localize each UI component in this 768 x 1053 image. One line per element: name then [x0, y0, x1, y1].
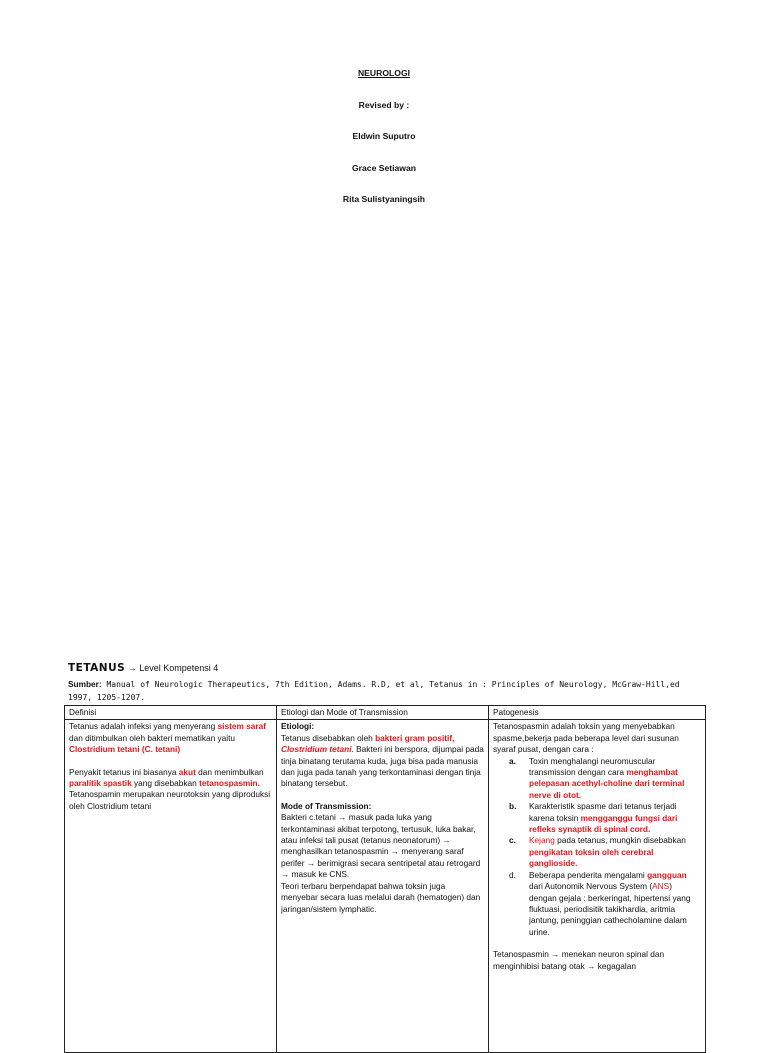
theory-paragraph: Teori terbaru berpendapat bahwa toksin juga menyebar secara luas melalui darah (hematogen) dan jaringan/sistem lymphatic. [281, 880, 481, 914]
text-run: ) dengan gejala : berkeringat, hipertensi yang fluktuasi, periodisitik takikhardia, aritmia jantung, peninggian cathecholamine dalam urine. [529, 881, 691, 937]
text-run: Penyakit tetanus ini biasanya [69, 766, 179, 777]
list-marker: c. [509, 835, 516, 846]
document-title: NEUROLOGI [357, 68, 411, 78]
etiologi-paragraph [281, 733, 484, 790]
text-run: Toxin menghalangi neuromuscular transmission dengan cara [529, 755, 656, 778]
text-run: dari Autonomik Nervous System ( [529, 881, 653, 892]
mode-paragraph: Bakteri c.tetani → masuk pada luka yang terkontaminasi akibat terpotong, tertusuk, luka bakar, atau infeksi tali pusat (tetanus neonatorum) → menghasilkan tetanospasmin → menyerang saraf perifer → berimigrasi secara sentripetal atau retrogard → masuk ke CNS. [281, 812, 481, 880]
highlight-term: bakteri gram positif, [375, 732, 455, 743]
highlight-term: Clostridium tetani (C. tetani) [69, 744, 181, 755]
author-3: Rita Sulistyaningsih [342, 194, 426, 204]
table-row [65, 720, 706, 1053]
highlight-term: menghambat pelepasan acethyl-choline dari terminal nerve di otot. [529, 767, 685, 800]
competence-level: Level Kompetensi 4 [136, 663, 219, 673]
highlight-term: ANS [652, 881, 670, 892]
highlight-term: akut [178, 766, 196, 777]
highlight-term: paralitik spastik [69, 778, 132, 789]
text-run: Beberapa penderita mengalami [529, 869, 648, 880]
cell-etiologi [277, 720, 489, 1053]
list-marker: d. [509, 869, 516, 880]
definisi-paragraph-1 [69, 721, 272, 755]
list-marker: a. [509, 755, 516, 766]
patogenesis-intro: Tetanospasmin adalah toksin yang menyebabkan spasme,bekerja pada beberapa level dari susunan syaraf pusat, dengan cara : [493, 721, 679, 755]
highlight-term: tetanospasmin. [199, 778, 260, 789]
list-item [509, 869, 701, 938]
tetanus-table [64, 705, 706, 1053]
list-item [509, 801, 701, 835]
list-item [509, 755, 701, 802]
highlight-term: sistem saraf [217, 721, 266, 732]
highlight-term: Kejang [529, 835, 555, 846]
author-1: Eldwin Suputro [352, 131, 416, 141]
source-label: Sumber: [68, 679, 102, 689]
highlight-term: mengganggu fungsi dari refleks synaptik di spinal cord. [529, 812, 678, 835]
section-title: TETANUS [68, 662, 126, 674]
text-run: pada tetanus, mungkin disebabkan [554, 835, 686, 846]
text-run: yang disebabkan [131, 778, 200, 789]
table-header-row [65, 706, 706, 720]
list-item [509, 835, 701, 869]
text-run: Tetanus disebabkan oleh [281, 732, 376, 743]
highlight-term: gangguan [647, 869, 687, 880]
cover-block [0, 68, 768, 226]
source-text: Manual of Neurologic Therapeutics, 7th Edition, Adams. R.D, et al, Tetanus in : Principles of Neurology, McGraw-Hill,ed 1997, 1205-1207. [68, 680, 680, 702]
revised-by-label: Revised by : [358, 99, 410, 110]
text-run: Karakteristik spasme dari tetanus terjadi karena toksin [529, 801, 677, 823]
source-citation [68, 678, 708, 704]
arrow-icon: → [127, 663, 137, 673]
definisi-paragraph-2 [69, 767, 272, 813]
text-run: dan menimbulkan [195, 766, 264, 777]
cell-definisi [65, 720, 277, 1053]
section-heading [68, 662, 218, 674]
highlight-term: pengikatan toksin oleh cerebral ganglioside. [529, 846, 654, 869]
highlight-term: Clostridium tetani [281, 744, 352, 755]
mode-heading: Mode of Transmission: [281, 800, 372, 811]
text-run: . Bakteri ini berspora, dijumpai pada tinja binatang terutama kuda, juga bisa pada manusia dan juga pada tanah yang terkontaminasi dengan tinja binatang tersebut. [281, 744, 484, 789]
header-patogenesis: Patogenesis [489, 706, 706, 720]
patogenesis-outro: Tetanospasmin → menekan neuron spinal dan menginhibisi batang otak → kegagalan [493, 949, 665, 971]
text-run: dan ditimbulkan oleh bakteri mematikan yaitu [69, 732, 236, 743]
list-marker: b. [509, 801, 517, 812]
text-run: Tetanus adalah infeksi yang menyerang [69, 721, 218, 732]
cell-patogenesis [489, 720, 706, 1053]
author-2: Grace Setiawan [351, 162, 416, 173]
header-etiologi: Etiologi dan Mode of Transmission [277, 706, 489, 720]
header-definisi: Definisi [65, 706, 277, 720]
text-run: Tetanospamin merupakan neurotoksin yang diproduksi oleh Clostridium tetani [69, 789, 271, 811]
etiologi-heading: Etiologi: [281, 721, 315, 732]
patogenesis-list [493, 756, 701, 939]
